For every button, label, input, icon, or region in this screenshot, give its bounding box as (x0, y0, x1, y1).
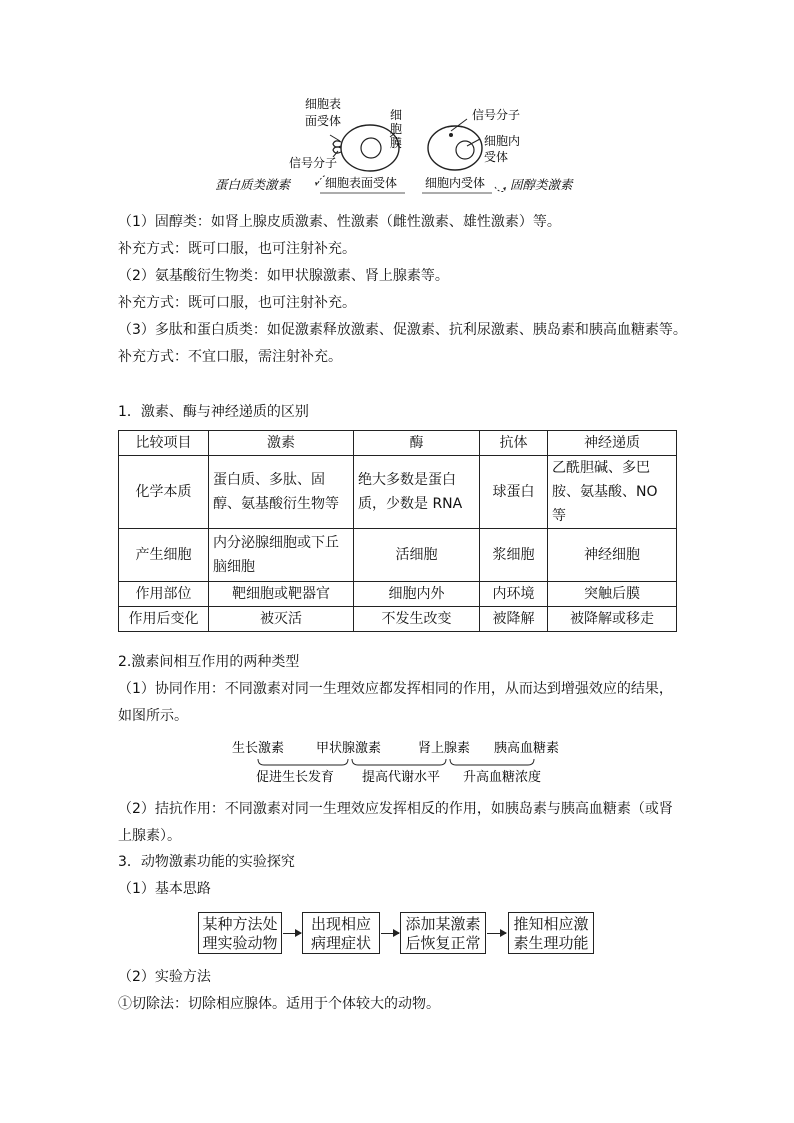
label-right-signal: 信号分子 (472, 108, 521, 122)
antagonism-line-1: （2）拮抗作用：不同激素对同一生理效应发挥相反的作用，如胰岛素与胰高血糖素（或肾 (118, 801, 673, 817)
table-cell: 活细胞 (354, 529, 480, 582)
receptor-diagram (0, 95, 794, 295)
bracket-metabolism (352, 759, 446, 765)
table-cell: 内环境 (480, 582, 548, 607)
hormone-growth: 生长激素 (232, 741, 285, 756)
steroid-type-line: （1）固醇类：如肾上腺皮质激素、性激素（雌性激素、雄性激素）等。 (118, 214, 561, 230)
table-cell: 不发生改变 (354, 607, 480, 632)
effect-glucose: 升高血糖浓度 (463, 770, 542, 785)
label-left-signal: 信号分子 (289, 156, 338, 170)
table-cell: 作用部位 (119, 582, 209, 607)
table-header-cell: 抗体 (480, 431, 548, 456)
table-header-cell: 激素 (209, 431, 354, 456)
label-surface-receptor-2: 面受体 (305, 114, 342, 128)
table-cell: 作用后变化 (119, 607, 209, 632)
table-header-cell: 神经递质 (548, 431, 677, 456)
label-inner-receptor: 细胞内 (484, 134, 521, 148)
table-header-cell: 比较项目 (119, 431, 209, 456)
amino-type-line: （2）氨基酸衍生物类：如甲状腺激素、肾上腺素等。 (118, 268, 449, 284)
synergy-diagram (0, 735, 794, 785)
table-cell: 突触后膜 (548, 582, 677, 607)
hormone-thyroid: 甲状腺激素 (316, 741, 382, 756)
synergy-line-1: （1）协同作用：不同激素对同一生理效应都发挥相同的作用，从而达到增强效应的结果， (118, 681, 673, 697)
surface-receptor-shape (333, 141, 341, 147)
caption-surface-receptor: 细胞表面受体 (325, 176, 398, 190)
table-header-cell: 酶 (354, 431, 480, 456)
basic-idea-heading: （1）基本思路 (118, 881, 211, 897)
table-cell: 被降解 (480, 607, 548, 632)
table-cell: 神经细胞 (548, 529, 677, 582)
table-header-row (119, 431, 677, 456)
method-heading: （2）实验方法 (118, 969, 211, 985)
label-membrane-2: 胞 (390, 122, 403, 136)
bracket-growth (258, 759, 348, 765)
effect-growth: 促进生长发育 (256, 770, 335, 785)
hormone-adrenaline: 肾上腺素 (418, 741, 471, 756)
flow-arrow-2 (381, 933, 399, 934)
flow-step-4: 推知相应激素生理功能 (508, 912, 594, 954)
synergy-line-2: 如图所示。 (118, 708, 188, 724)
section3-title: 3．动物激素功能的实验探究 (118, 854, 295, 870)
effect-metabolism: 提高代谢水平 (362, 770, 441, 785)
antagonism-line-2: 上腺素）。 (118, 828, 181, 844)
peptide-supplement-line: 补充方式：不宜口服，需注射补充。 (118, 349, 342, 365)
table-cell: 球蛋白 (480, 456, 548, 529)
label-inner-receptor-2: 受体 (484, 150, 509, 164)
caption-steroid-hormone: 固醇类激素 (510, 177, 573, 192)
table-cell: 靶细胞或靶器官 (209, 582, 354, 607)
table-row (119, 607, 677, 632)
hormone-glucagon: 胰高血糖素 (494, 741, 560, 756)
table-row (119, 456, 677, 529)
table-cell: 蛋白质、多肽、固醇、氨基酸衍生物等 (209, 456, 354, 529)
flow-step-1: 某种方法处理实验动物 (198, 912, 282, 954)
table-row (119, 582, 677, 607)
table-cell: 内分泌腺细胞或下丘脑细胞 (209, 529, 354, 582)
section2-title: 2.激素间相互作用的两种类型 (118, 654, 300, 670)
comparison-table (118, 430, 677, 632)
table-cell: 绝大多数是蛋白质，少数是 RNA (354, 456, 480, 529)
flow-arrow-3 (487, 933, 506, 934)
table-cell: 化学本质 (119, 456, 209, 529)
label-membrane-1: 细 (390, 108, 403, 122)
table-cell: 被降解或移走 (548, 607, 677, 632)
caption-inner-receptor: 细胞内受体 (425, 176, 486, 190)
table-cell: 被灭活 (209, 607, 354, 632)
label-surface-receptor: 细胞表 (305, 97, 342, 111)
table-cell: 细胞内外 (354, 582, 480, 607)
flow-arrow-1 (283, 933, 301, 934)
excision-method-line: ①切除法：切除相应腺体。适用于个体较大的动物。 (118, 996, 440, 1012)
label-membrane-3: 膜 (390, 136, 403, 150)
table-cell: 产生细胞 (119, 529, 209, 582)
steroid-supplement-line: 补充方式：既可口服，也可注射补充。 (118, 241, 356, 257)
flow-step-2: 出现相应病理症状 (302, 912, 380, 954)
flow-step-3: 添加某激素后恢复正常 (400, 912, 486, 954)
table-cell: 乙酰胆碱、多巴胺、氨基酸、NO 等 (548, 456, 677, 529)
bracket-glucose (450, 759, 534, 765)
table-cell: 浆细胞 (480, 529, 548, 582)
peptide-type-line: （3）多肽和蛋白质类：如促激素释放激素、促激素、抗利尿激素、胰岛素和胰高血糖素等。 (118, 322, 687, 338)
caption-protein-hormone: 蛋白质类激素 (215, 177, 291, 192)
table-row (119, 529, 677, 582)
section1-title: 1．激素、酶与神经递质的区别 (118, 404, 309, 420)
left-cell-nucleus (361, 138, 381, 158)
amino-supplement-line: 补充方式：既可口服，也可注射补充。 (118, 295, 356, 311)
